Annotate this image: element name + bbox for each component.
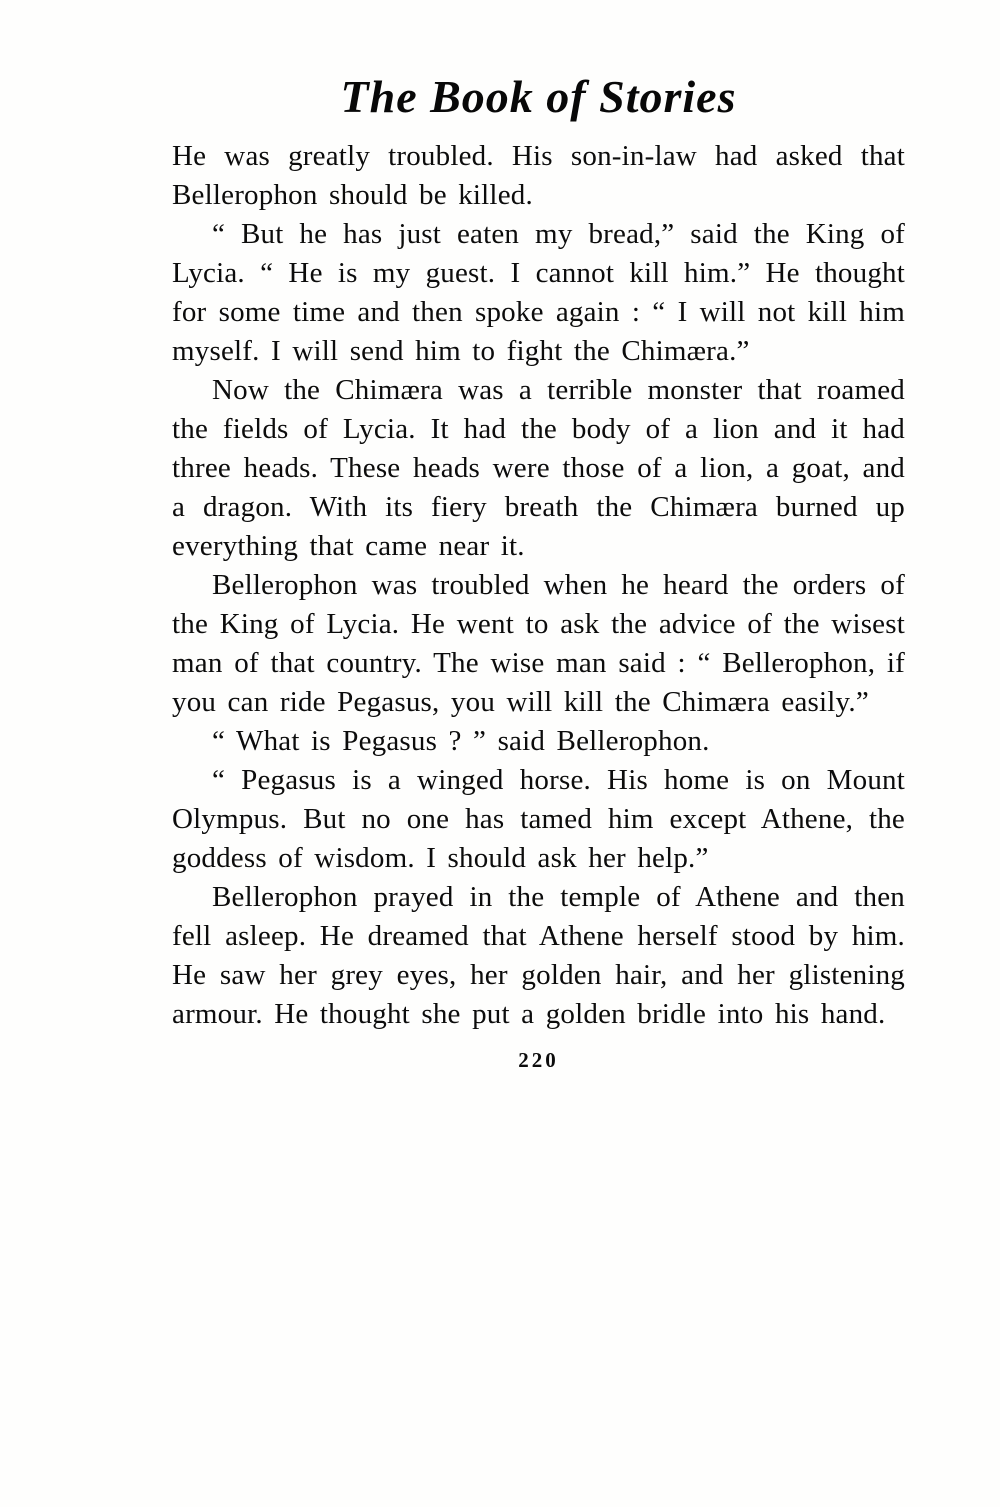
paragraph-6: “ Pegasus is a winged horse. His home is on Mount Olympus. But no one has tamed him except Athene, the goddess of wisdom. I should ask her help.” <box>172 763 905 874</box>
page-number: 220 <box>518 1047 559 1072</box>
paragraph-4: Bellerophon was troubled when he heard the orders of the King of Lycia. He went to ask the advice of the wisest man of that country. The wise man said : “ Bellerophon, if you can ride Pegasus, you will kill the Chimæra easily.” <box>172 568 905 718</box>
paragraph-2: “ But he has just eaten my bread,” said the King of Lycia. “ He is my guest. I cannot kill him.” He thought for some time and then spoke again : “ I will not kill him myself. I will send him to fight the Chimæra.” <box>172 217 905 367</box>
paragraph-5: “ What is Pegasus ? ” said Bellerophon. <box>212 724 710 757</box>
paragraph-1: He was greatly troubled. His son-in-law had asked that Bellerophon should be killed. <box>172 139 905 211</box>
paragraph-3: Now the Chimæra was a terrible monster that roamed the fields of Lycia. It had the body of a lion and it had three heads. These heads were those of a lion, a goat, and a dragon. With its fiery breath the Chimæra burned up everything that came near it. <box>172 373 905 562</box>
page-body <box>172 137 905 1034</box>
paragraph-7: Bellerophon prayed in the temple of Athene and then fell asleep. He dreamed that Athene herself stood by him. He saw her grey eyes, her golden hair, and her glistening armour. He thought she put a golden bridle into his hand. <box>172 880 905 1030</box>
page-title: The Book of Stories <box>340 71 737 122</box>
